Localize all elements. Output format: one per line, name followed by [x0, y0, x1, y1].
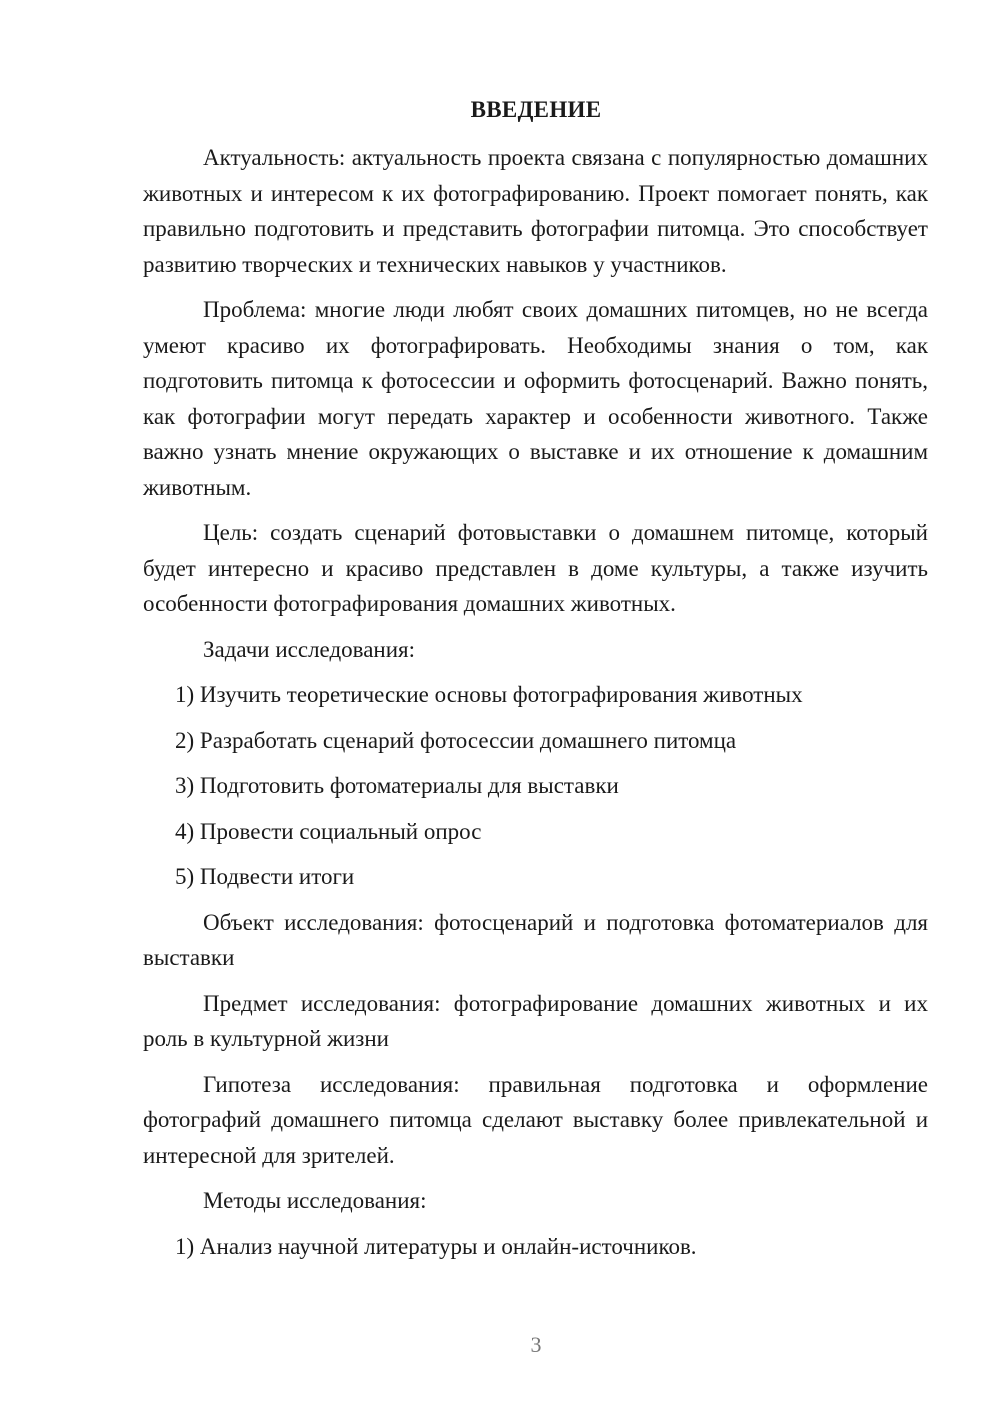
object-paragraph: Объект исследования: фотосценарий и подготовка фотоматериалов для выставки [143, 909, 928, 970]
list-item: 2) Разработать сценарий фотосессии домашнего питомца [175, 727, 737, 753]
tasks-list [143, 677, 928, 895]
list-item: 5) Подвести итоги [175, 864, 355, 889]
relevance-paragraph: Актуальность: актуальность проекта связана с популярностью домашних животных и интересом к их фотографированию. Проект помогает понять, как правильно подготовить и представить фотографии питомца. Это способствует развитию творческих и технических навыков у участников. [143, 145, 928, 277]
hypothesis-paragraph: Гипотеза исследования: правильная подготовка и оформление фотографий домашнего питомца сделают выставку более привлекательной и интересной для зрителей. [143, 1071, 928, 1168]
subject-paragraph: Предмет исследования: фотографирование домашних животных и их роль в культурной жизни [143, 990, 928, 1051]
list-item: 4) Провести социальный опрос [175, 818, 482, 844]
problem-paragraph: Проблема: многие люди любят своих домашних питомцев, но не всегда умеют красиво их фотографировать. Необходимы знания о том, как подготовить питомца к фотосессии и оформить фотосценарий. Важно понять, как фотографии могут передать характер и особенности животного. Также важно узнать мнение окружающих о выставке и их отношение к домашним животным. [143, 297, 928, 500]
list-item: 1) Изучить теоретические основы фотографирования животных [175, 682, 803, 707]
section-heading: ВВЕДЕНИЕ [470, 97, 602, 122]
list-item: 3) Подготовить фотоматериалы для выставки [175, 773, 619, 798]
goal-paragraph: Цель: создать сценарий фотовыставки о домашнем питомце, который будет интересно и красиво представлен в доме культуры, а также изучить особенности фотографирования домашних животных. [143, 520, 928, 616]
methods-list [143, 1229, 928, 1265]
methods-title: Методы исследования: [203, 1188, 427, 1213]
page-number: 3 [530, 1332, 542, 1357]
list-item: 1) Анализ научной литературы и онлайн-источников. [175, 1233, 697, 1259]
body-text [143, 140, 928, 1274]
tasks-title: Задачи исследования: [203, 636, 416, 662]
